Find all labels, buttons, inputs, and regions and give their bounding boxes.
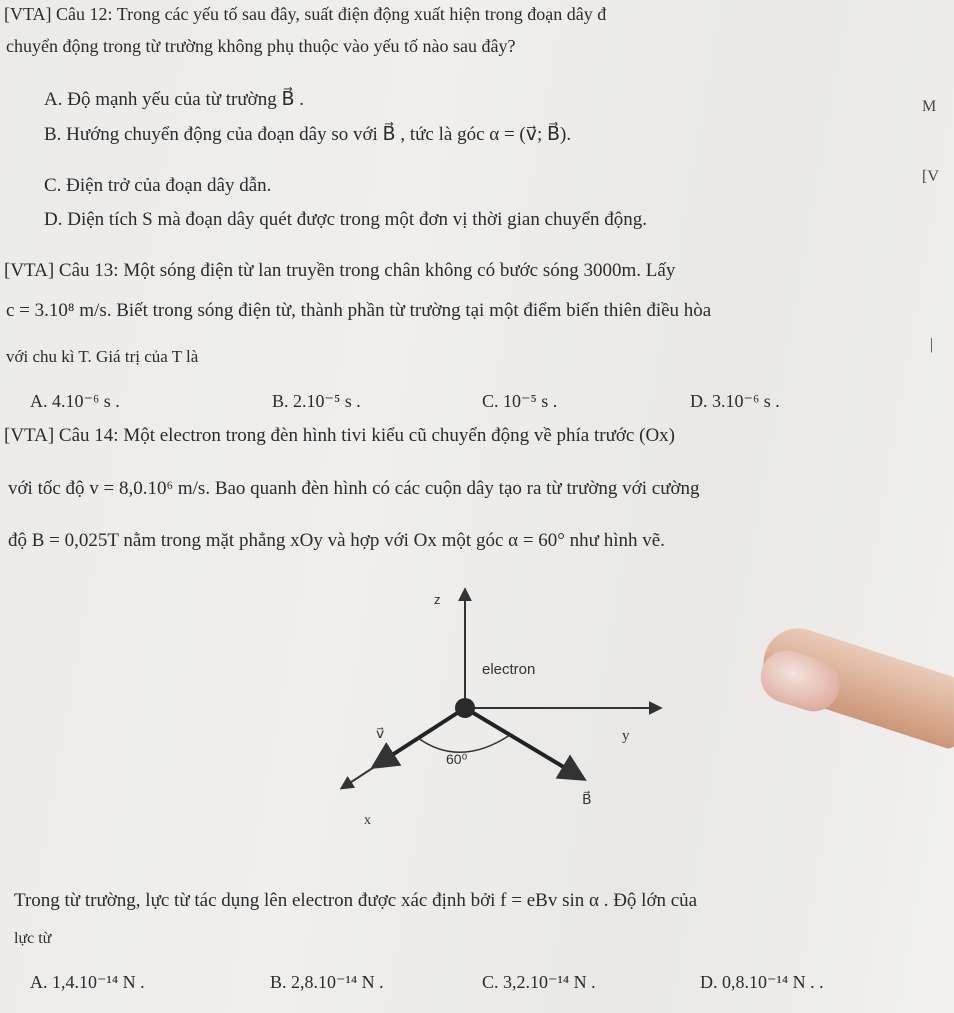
side-mark-3: |	[930, 336, 934, 353]
q12-stem-line1: [VTA] Câu 12: Trong các yếu tố sau đây, suất điện động xuất hiện trong đoạn dây đ	[4, 4, 607, 24]
electron-label: electron	[482, 661, 536, 678]
q14-stem-line2: với tốc độ v = 8,0.10⁶ m/s. Bao quanh đèn hình có các cuộn dây tạo ra từ trường với cường	[8, 478, 700, 499]
x-label: x	[364, 813, 371, 828]
q13-option-a: A. 4.10⁻⁶ s .	[30, 391, 120, 411]
q13-option-d: D. 3.10⁻⁶ s .	[690, 391, 780, 411]
electron-magnetic-field-figure	[320, 578, 680, 828]
q14-after-line1: Trong từ trường, lực từ tác dụng lên electron được xác định bởi f = eBv sin α . Độ lớn của	[14, 890, 698, 911]
angle-label: 60⁰	[446, 751, 468, 767]
q14-stem-line1: [VTA] Câu 14: Một electron trong đèn hình tivi kiểu cũ chuyển động về phía trước (Ox)	[4, 425, 675, 446]
q14-option-c: C. 3,2.10⁻¹⁴ N .	[482, 972, 596, 992]
q13-option-c: C. 10⁻⁵ s .	[482, 391, 558, 411]
side-mark-2: [V	[922, 168, 939, 185]
q13-option-b: B. 2.10⁻⁵ s .	[272, 391, 361, 411]
q14-option-b: B. 2,8.10⁻¹⁴ N .	[270, 972, 384, 992]
q12-stem-line2: chuyển động trong từ trường không phụ thuộc vào yếu tố nào sau đây?	[6, 36, 516, 56]
q14-stem-line3: độ B = 0,025T nằm trong mặt phẳng xOy và hợp với Ox một góc α = 60° như hình vẽ.	[8, 530, 665, 551]
v-label: v⃗	[376, 727, 385, 742]
q14-after-line2: lực từ	[14, 930, 52, 947]
q13-stem-line2: c = 3.10⁸ m/s. Biết trong sóng điện từ, thành phần từ trường tại một điểm biến thiên điều hòa	[6, 300, 712, 321]
y-label: y	[622, 728, 630, 744]
q14-option-d: D. 0,8.10⁻¹⁴ N . .	[700, 972, 824, 992]
electron-dot	[455, 698, 475, 718]
z-label: z	[434, 592, 441, 607]
q14-option-a: A. 1,4.10⁻¹⁴ N .	[30, 972, 145, 992]
q12-option-c: C. Điện trở của đoạn dây dẫn.	[44, 175, 272, 196]
q13-stem-line1: [VTA] Câu 13: Một sóng điện từ lan truyền trong chân không có bước sóng 3000m. Lấy	[4, 260, 676, 281]
b-label: B⃗	[582, 793, 592, 808]
side-mark-1: M	[922, 98, 937, 115]
q12-option-d: D. Diện tích S mà đoạn dây quét được trong một đơn vị thời gian chuyển động.	[44, 209, 647, 230]
q13-stem-line3: với chu kì T. Giá trị của T là	[6, 347, 199, 366]
q12-option-b: B. Hướng chuyển động của đoạn dây so với B⃗ , tức là góc α = (v⃗; B⃗).	[44, 124, 572, 145]
b-field-vector	[465, 708, 582, 778]
q12-option-a: A. Độ mạnh yếu của từ trường B⃗ .	[44, 89, 305, 110]
angle-arc	[418, 735, 510, 752]
